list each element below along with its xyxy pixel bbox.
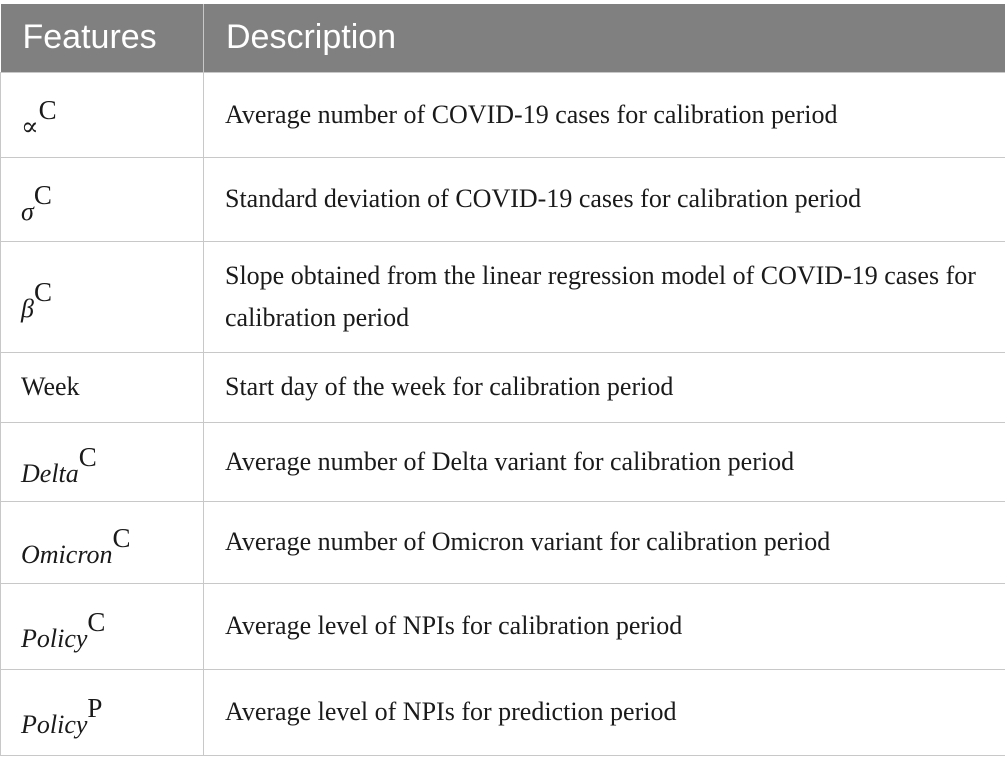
- feature-base: Week: [21, 372, 80, 401]
- feature-symbol: [21, 692, 103, 739]
- description-cell: Standard deviation of COVID-19 cases for calibration period: [204, 157, 1005, 241]
- description-cell: Average number of Delta variant for calibration period: [204, 422, 1005, 501]
- feature-cell: [1, 583, 204, 669]
- feature-superscript: C: [38, 95, 57, 125]
- description-cell: Average level of NPIs for prediction period: [204, 669, 1005, 755]
- table-row: [1, 241, 1005, 352]
- feature-base: β: [21, 294, 34, 323]
- feature-symbol: [21, 442, 97, 488]
- feature-cell: [1, 669, 204, 755]
- header-description: Description: [204, 4, 1005, 72]
- table-row: [1, 669, 1005, 755]
- feature-base: Policy: [21, 709, 88, 739]
- feature-symbol: [21, 95, 57, 141]
- description-cell: Slope obtained from the linear regression model of COVID-19 cases for calibration period: [204, 241, 1005, 352]
- feature-symbol: [21, 179, 52, 226]
- feature-superscript: C: [33, 179, 52, 210]
- description-cell: Average number of COVID-19 cases for calibration period: [204, 72, 1005, 157]
- feature-symbol: [21, 606, 106, 653]
- description-cell: Average level of NPIs for calibration period: [204, 583, 1005, 669]
- table-body: [1, 72, 1005, 755]
- feature-cell: [1, 241, 204, 352]
- feature-base: Delta: [21, 459, 79, 488]
- feature-symbol: [21, 522, 131, 569]
- feature-superscript: C: [78, 442, 97, 472]
- feature-cell: [1, 72, 204, 157]
- header-features: Features: [1, 4, 204, 72]
- description-cell: Average number of Omicron variant for calibration period: [204, 501, 1005, 583]
- feature-superscript: C: [33, 277, 52, 307]
- table-row: [1, 501, 1005, 583]
- feature-cell: [1, 352, 204, 422]
- features-table: [0, 4, 1005, 756]
- feature-symbol: [21, 277, 52, 323]
- table-header: [1, 4, 1005, 72]
- table-row: [1, 583, 1005, 669]
- feature-base: ∝: [21, 112, 39, 141]
- feature-superscript: C: [87, 606, 106, 637]
- header-row: [1, 4, 1005, 72]
- feature-base: σ: [21, 196, 34, 226]
- feature-superscript: P: [87, 692, 103, 723]
- feature-base: Omicron: [21, 539, 113, 569]
- feature-base: Policy: [21, 623, 88, 653]
- table-row: [1, 157, 1005, 241]
- table-row: [1, 352, 1005, 422]
- table-row: [1, 422, 1005, 501]
- feature-cell: [1, 157, 204, 241]
- feature-cell: [1, 501, 204, 583]
- description-cell: Start day of the week for calibration period: [204, 352, 1005, 422]
- feature-superscript: C: [112, 522, 131, 553]
- table-row: [1, 72, 1005, 157]
- feature-symbol: [21, 372, 80, 402]
- feature-cell: [1, 422, 204, 501]
